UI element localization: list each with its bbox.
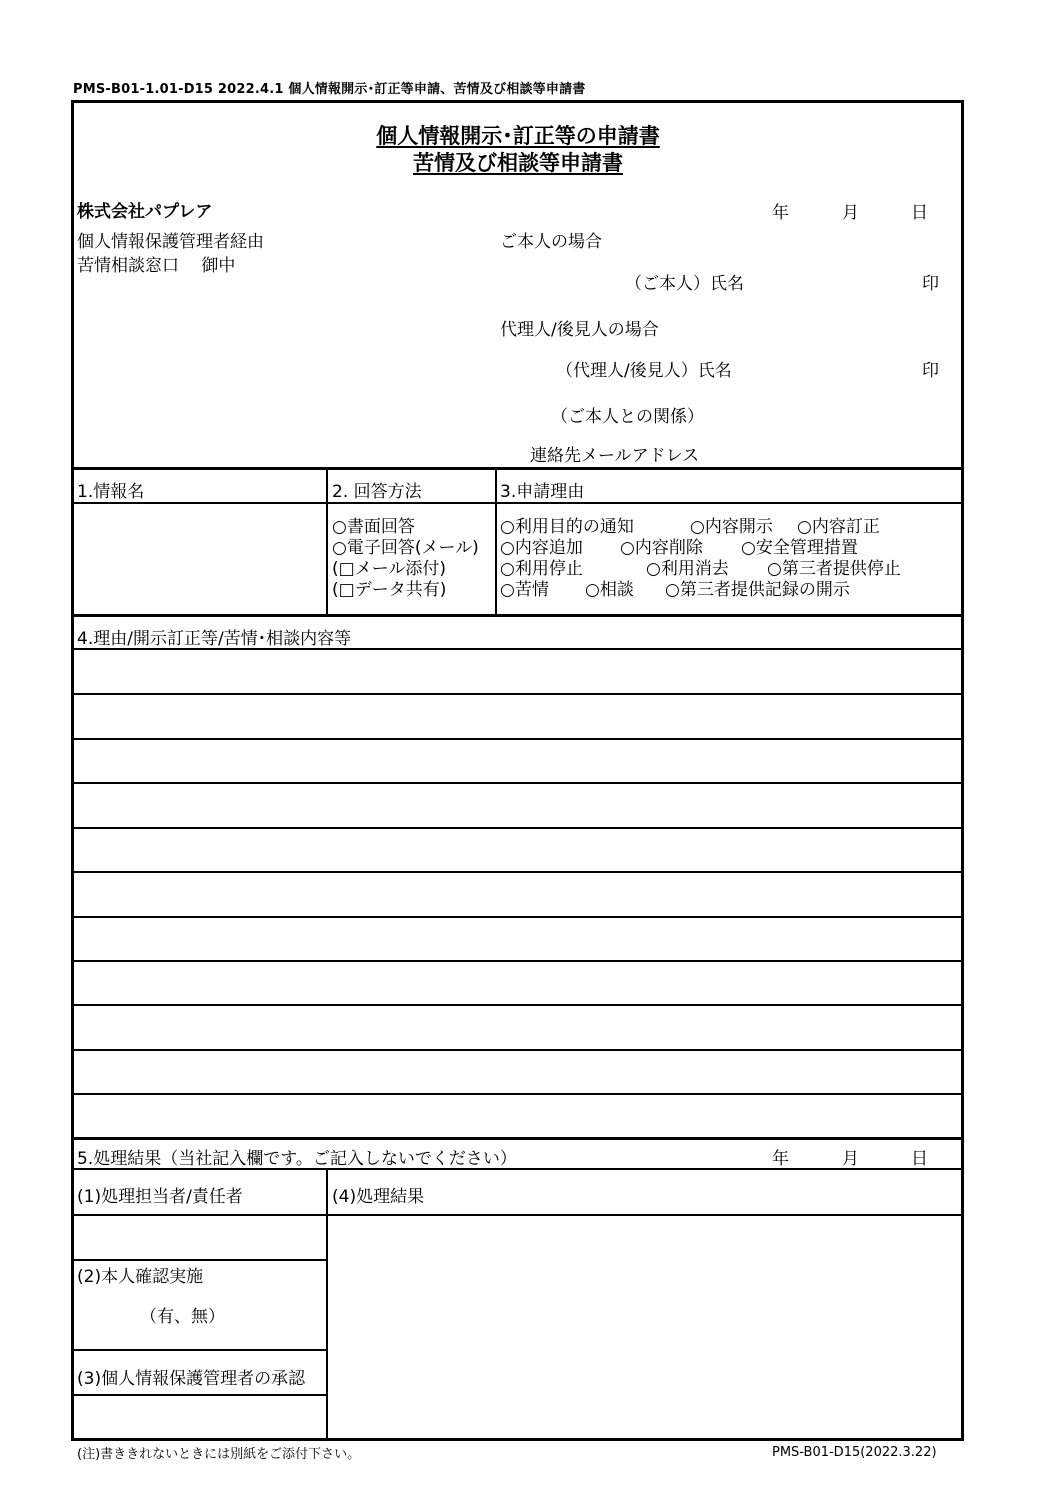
result-label: (4)処理結果	[332, 1187, 425, 1207]
sub-divider-2	[71, 1259, 327, 1261]
option-correction[interactable]: ○内容訂正	[797, 517, 880, 537]
option-third-party-record[interactable]: ○第三者提供記録の開示	[665, 580, 850, 600]
document-code-header: PMS-B01-1.01-D15 2022.4.1 個人情報開示･訂正等申請、苦情及び相談等申請書	[73, 82, 586, 97]
company-name: 株式会社パプレア	[77, 202, 213, 222]
info-name-field[interactable]	[73, 505, 325, 613]
option-third-party-stop[interactable]: ○第三者提供停止	[767, 559, 901, 579]
approval-field[interactable]	[73, 1396, 325, 1438]
writing-line[interactable]	[71, 871, 964, 873]
sub-divider-3	[71, 1349, 327, 1351]
column-divider-5	[326, 1169, 328, 1439]
email-label: 連絡先メールアドレス	[530, 446, 700, 466]
writing-line[interactable]	[71, 1093, 964, 1095]
form-code: PMS-B01-D15(2022.3.22)	[772, 1445, 937, 1460]
writing-line[interactable]	[71, 1004, 964, 1006]
seal-mark-agent: 印	[922, 361, 939, 381]
option-data-sharing[interactable]: (□データ共有)	[332, 580, 447, 600]
date-month: 月	[842, 203, 859, 223]
section-info-name: 1.情報名	[77, 482, 145, 502]
complaint-desk: 苦情相談窓口 御中	[77, 256, 236, 276]
option-disclosure[interactable]: ○内容開示	[690, 517, 773, 537]
result-field[interactable]	[329, 1217, 962, 1437]
writing-line[interactable]	[71, 827, 964, 829]
option-mail-attachment[interactable]: (□メール添付)	[332, 559, 446, 579]
option-addition[interactable]: ○内容追加	[500, 538, 583, 558]
section-answer-method: 2. 回答方法	[332, 482, 422, 502]
agent-name-label: （代理人/後見人）氏名	[556, 361, 732, 381]
footnote: (注)書ききれないときには別紙をご添付下さい。	[77, 1447, 361, 1462]
writing-line[interactable]	[71, 693, 964, 695]
writing-line[interactable]	[71, 738, 964, 740]
form-title-line1: 個人情報開示･訂正等の申請書	[376, 124, 660, 148]
section-reason-details: 4.理由/開示訂正等/苦情･相談内容等	[77, 629, 352, 649]
column-divider-1	[326, 469, 328, 616]
divider-top-section	[71, 467, 964, 470]
date-day: 日	[911, 203, 928, 223]
column-divider-2	[495, 469, 497, 616]
agent-case-label: 代理人/後見人の場合	[500, 320, 659, 340]
option-security-measures[interactable]: ○安全管理措置	[741, 538, 858, 558]
date-year: 年	[772, 203, 789, 223]
form-title-line2: 苦情及び相談等申請書	[413, 151, 623, 175]
divider-section5	[71, 1137, 964, 1140]
self-case-label: ご本人の場合	[500, 232, 602, 252]
option-electronic-answer[interactable]: ○電子回答(メール)	[332, 538, 479, 558]
identity-check-label: (2)本人確認実施	[77, 1267, 204, 1287]
writing-line[interactable]	[71, 960, 964, 962]
option-paper-answer[interactable]: ○書面回答	[332, 517, 415, 537]
handler-field[interactable]	[73, 1216, 325, 1258]
date2-month: 月	[842, 1149, 859, 1169]
option-purpose-notice[interactable]: ○利用目的の通知	[500, 517, 634, 537]
divider-section-headers	[71, 502, 964, 504]
date2-year: 年	[772, 1149, 789, 1169]
writing-line[interactable]	[71, 916, 964, 918]
writing-line[interactable]	[71, 782, 964, 784]
option-complaint[interactable]: ○苦情	[500, 580, 549, 600]
relation-label: （ご本人との関係）	[551, 407, 704, 427]
self-name-label: （ご本人）氏名	[625, 274, 744, 294]
result-divider	[327, 1214, 964, 1216]
option-deletion[interactable]: ○内容削除	[620, 538, 703, 558]
seal-mark-self: 印	[922, 274, 939, 294]
section-processing-result: 5.処理結果（当社記入欄です。ご記入しないでください）	[77, 1149, 517, 1169]
option-suspension[interactable]: ○利用停止	[500, 559, 583, 579]
handler-label: (1)処理担当者/責任者	[77, 1187, 243, 1207]
writing-line[interactable]	[71, 1049, 964, 1051]
section-application-reason: 3.申請理由	[500, 482, 585, 502]
divider-section4	[71, 614, 964, 617]
via-manager: 個人情報保護管理者経由	[77, 232, 264, 252]
option-consultation[interactable]: ○相談	[585, 580, 634, 600]
date2-day: 日	[911, 1149, 928, 1169]
option-erasure[interactable]: ○利用消去	[646, 559, 729, 579]
identity-check-options: （有、無）	[140, 1307, 225, 1327]
approval-label: (3)個人情報保護管理者の承認	[77, 1369, 306, 1389]
